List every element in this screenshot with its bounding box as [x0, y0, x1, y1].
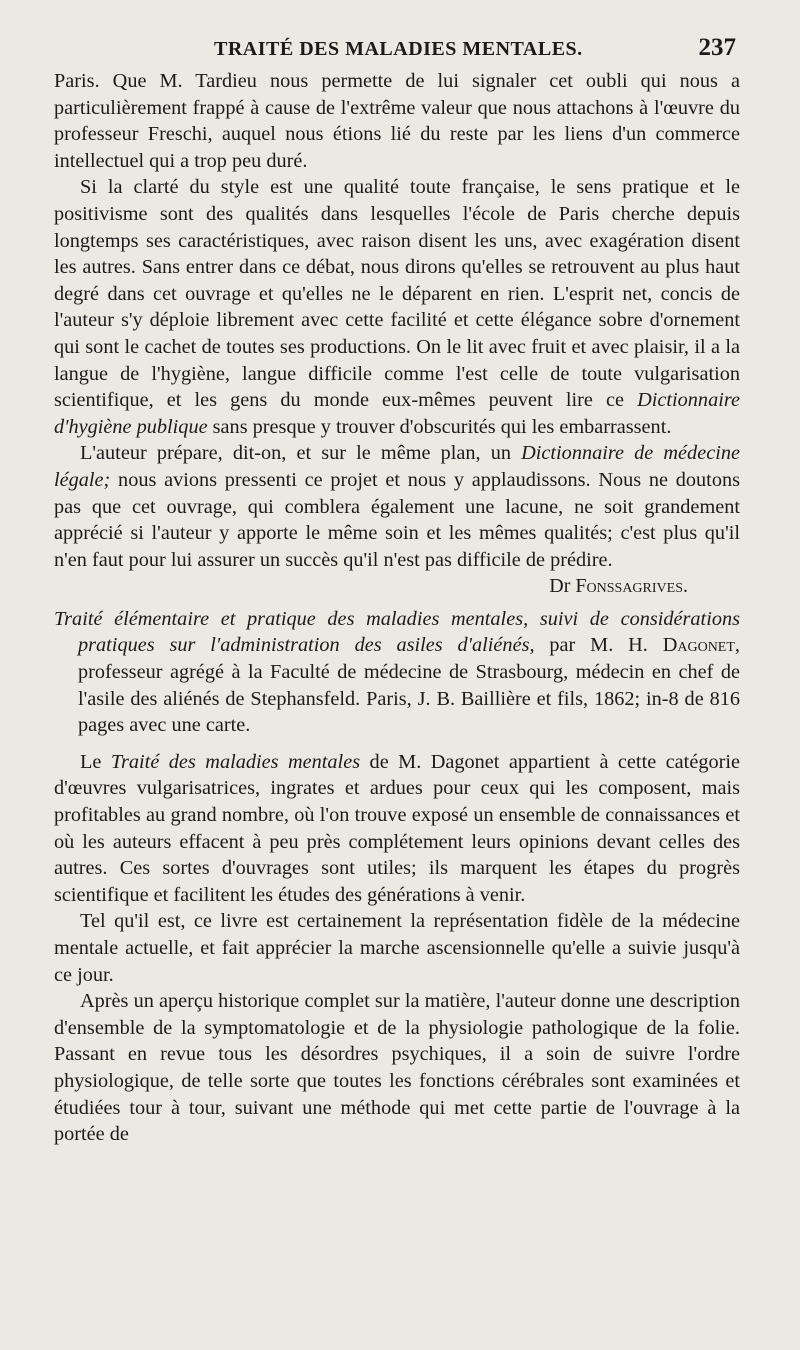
running-head [54, 34, 740, 68]
biblio-by: par M. H. [534, 634, 663, 657]
bibliographic-entry [54, 606, 740, 739]
paragraph-text: Si la clarté du style est une qualité toute française, le sens pratique et le positivisme sont des qualités dans lesquelles l'école de Paris cherche depuis longtemps ses caractéristiques, avec raison disent les uns, avec exagération disent les autres. Sans entrer dans ce débat, nous dirons qu'elles se retrouvent au plus haut degré dans cet ouvrage et qu'elles ne le déparent en rien. L'esprit net, concis de l'auteur s'y déploie librement avec cette facilité et cette élégance sobre d'ornement qui sont le cachet de toutes ses productions. On le lit avec fruit et avec plaisir, il a la langue de l'hygiène, langue difficile comme l'est celle de toute vulgarisation scientifique, et les gens du monde eux-mêmes peuvent lire ce [54, 176, 740, 412]
biblio-details: , professeur agrégé à la Faculté de médecine de Strasbourg, médecin en chef de l'asile des aliénés de Stephansfeld. Paris, J. B. Baillière et fils, 1862; in-8 de 816 pages avec une carte. [78, 634, 740, 737]
running-title: TRAITÉ DES MALADIES MENTALES. [214, 38, 583, 60]
paragraph-text: sans presque y trouver d'obscurités qui les embarrassent. [207, 415, 672, 438]
paragraph-style-clarity [54, 174, 740, 440]
paragraph-text: L'auteur prépare, dit-on, et sur le même plan, un [80, 442, 522, 465]
paragraph-representation: Tel qu'il est, ce livre est certainement la représentation fidèle de la médecine mentale actuelle, et fait apprécier la marche ascensionnelle qu'elle a suivie jusqu'à ce jour. [54, 910, 740, 986]
signature [54, 573, 740, 600]
italic-title: Dictionnaire de médecine légale; [54, 442, 740, 491]
book-title: Traité élémentaire et pratique des maladies mentales, suivi de considérations pratiques sur l'administration des asiles d'aliénés, [54, 607, 740, 657]
page-number: 237 [698, 34, 736, 61]
signature-prefix: Dr [549, 575, 571, 598]
signature-name: Fonssagrives. [575, 575, 688, 598]
paragraph-overview: Après un aperçu historique complet sur la matière, l'auteur donne une description d'ensemble de la symptomatologie et de la physiologie pathologique de la folie. Passant en revue tous les désordres psychiques, il a soin de suivre l'ordre physiologique, de telle sorte que toutes les fonctions cérébrales sont examinées et étudiées tour à tour, suivant une méthode qui met cette partie de l'ouvrage à la portée de [54, 990, 740, 1146]
italic-title: Dictionnaire d'hygiène publique [54, 389, 740, 438]
paragraph-review-intro [54, 749, 740, 909]
paragraph-forthcoming-work [54, 440, 740, 573]
paragraph-continuation: Paris. Que M. Tardieu nous permette de lui signaler cet oubli qui nous a particulièrement frappé à cause de l'extrême valeur que nous attachons à l'œuvre du professeur Freschi, auquel nous étions lié du reste par les liens d'un commerce intellectuel qui a trop peu duré. [54, 70, 740, 172]
paragraph-text: de M. Dagonet appartient à cette catégorie d'œuvres vulgarisatrices, ingrates et ardues pour ceux qui les composent, mais profitables au grand nombre, où l'on trouve exposé un ensemble de connaissances et où les auteurs effacent à peu près complétement leurs opinions devant celles des autres. Ces sortes d'ouvrages sont utiles; ils marquent les étapes du progrès scientifique et facilitent les études des générations à venir. [54, 750, 740, 906]
paragraph-text: nous avions pressenti ce projet et nous y applaudissons. Nous ne doutons pas que cet ouvrage, qui comblera également une lacune, ne soit grandement apprécié si l'auteur y apporte le même soin et les mêmes qualités; c'est plus qu'il n'en faut pour lui assurer un succès qu'il n'est pas difficile de prédire. [54, 468, 740, 571]
italic-title: Traité des maladies mentales [110, 750, 361, 773]
paragraph-text: Le [80, 750, 111, 773]
section-spacer [54, 739, 740, 749]
book-author: Dagonet [662, 634, 735, 657]
